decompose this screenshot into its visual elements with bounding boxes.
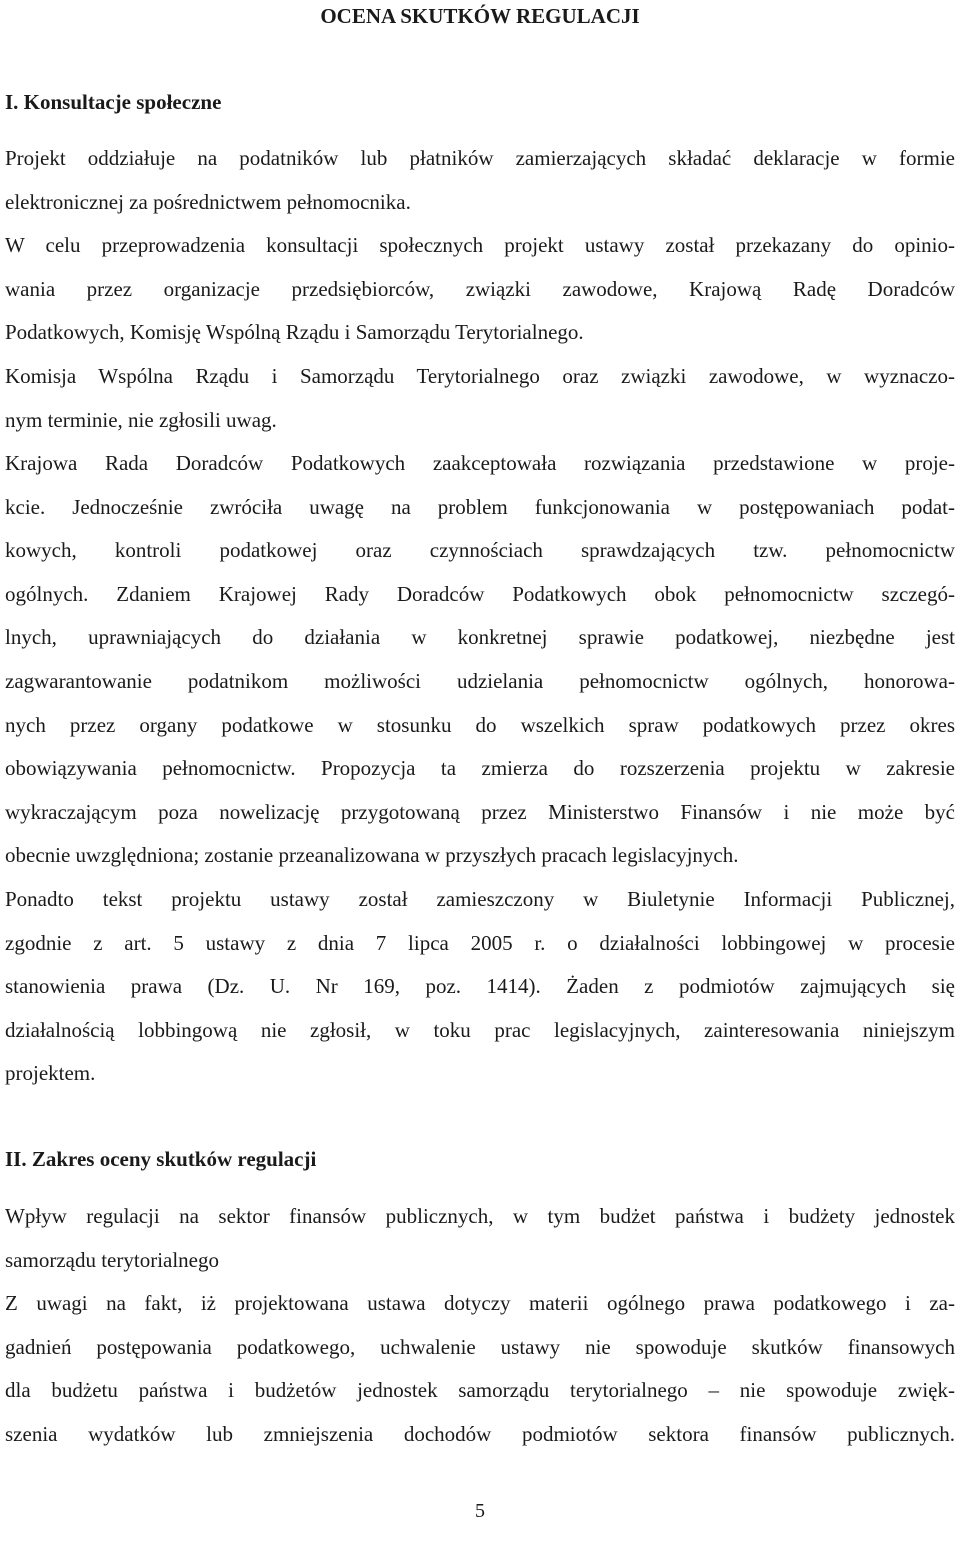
- text-line: elektronicznej za pośrednictwem pełnomocnika.: [5, 189, 411, 214]
- section-2-heading: II. Zakres oceny skutków regulacji: [5, 1147, 317, 1171]
- text-line: dla budżetu państwa i budżetów jednostek samorządu terytorialnego – nie spowoduje zwięk-: [5, 1378, 955, 1403]
- text-line: Krajowa Rada Doradców Podatkowych zaakceptowała rozwiązania przedstawione w proje-: [5, 451, 955, 475]
- section-1-paragraph-5: [5, 886, 955, 1104]
- section-2-paragraph-1: [5, 1203, 955, 1290]
- text-line: Ponadto tekst projektu ustawy został zamieszczony w Biuletynie Informacji Publicznej,: [5, 887, 955, 911]
- text-line: zagwarantowanie podatnikom możliwości udzielania pełnomocnictw ogólnych, honorowa-: [5, 668, 955, 693]
- text-line: działalnością lobbingową nie zgłosił, w toku prac legislacyjnych, zainteresowania niniejszym: [5, 1017, 955, 1042]
- text-line: wykraczającym poza nowelizację przygotowaną przez Ministerstwo Finansów i nie może być: [5, 799, 955, 824]
- section-1-paragraph-1: [5, 145, 955, 232]
- section-2-paragraph-2: [5, 1290, 955, 1464]
- page-number: 5: [475, 1500, 485, 1522]
- section-1-paragraph-3: [5, 363, 955, 450]
- text-line: szenia wydatków lub zmniejszenia dochodów podmiotów sektora finansów publicznych.: [5, 1421, 955, 1446]
- text-line: kcie. Jednocześnie zwróciła uwagę na problem funkcjonowania w postępowaniach podat-: [5, 494, 955, 519]
- text-line: Projekt oddziałuje na podatników lub płatników zamierzających składać deklaracje w formie: [5, 146, 955, 170]
- text-line: Z uwagi na fakt, iż projektowana ustawa dotyczy materii ogólnego prawa podatkowego i za-: [5, 1291, 955, 1315]
- text-line: samorządu terytorialnego: [5, 1247, 219, 1272]
- text-line: W celu przeprowadzenia konsultacji społecznych projekt ustawy został przekazany do opinio-: [5, 233, 955, 257]
- text-line: projektem.: [5, 1061, 96, 1086]
- text-line: stanowienia prawa (Dz. U. Nr 169, poz. 1414). Żaden z podmiotów zajmujących się: [5, 974, 955, 999]
- text-line: Komisja Wspólna Rządu i Samorządu Terytorialnego oraz związki zawodowe, w wyznaczo-: [5, 364, 955, 388]
- text-line: Podatkowych, Komisję Wspólną Rządu i Samorządu Terytorialnego.: [5, 320, 584, 345]
- section-1-paragraph-2: [5, 232, 955, 363]
- text-line: obowiązywania pełnomocnictw. Propozycja ta zmierza do rozszerzenia projektu w zakresie: [5, 756, 955, 781]
- text-line: Wpływ regulacji na sektor finansów publicznych, w tym budżet państwa i budżety jednostek: [5, 1204, 955, 1228]
- text-line: lnych, uprawniających do działania w konkretnej sprawie podatkowej, niezbędne jest: [5, 625, 955, 650]
- section-1-paragraph-4: [5, 450, 955, 886]
- text-line: kowych, kontroli podatkowej oraz czynnościach sprawdzających tzw. pełnomocnictw: [5, 538, 955, 563]
- text-line: gadnień postępowania podatkowego, uchwalenie ustawy nie spowoduje skutków finansowych: [5, 1334, 955, 1359]
- text-line: nych przez organy podatkowe w stosunku do wszelkich spraw podatkowych przez okres: [5, 712, 955, 737]
- text-line: zgodnie z art. 5 ustawy z dnia 7 lipca 2005 r. o działalności lobbingowej w procesie: [5, 930, 955, 955]
- text-line: nym terminie, nie zgłosili uwag.: [5, 407, 277, 432]
- text-line: ogólnych. Zdaniem Krajowej Rady Doradców Podatkowych obok pełnomocnictw szczegó-: [5, 581, 955, 606]
- text-line: obecnie uwzględniona; zostanie przeanalizowana w przyszłych pracach legislacyjnych.: [5, 843, 739, 868]
- document-title: OCENA SKUTKÓW REGULACJI: [320, 4, 640, 28]
- section-1-heading: I. Konsultacje społeczne: [5, 90, 222, 114]
- text-line: wania przez organizacje przedsiębiorców, związki zawodowe, Krajową Radę Doradców: [5, 276, 955, 301]
